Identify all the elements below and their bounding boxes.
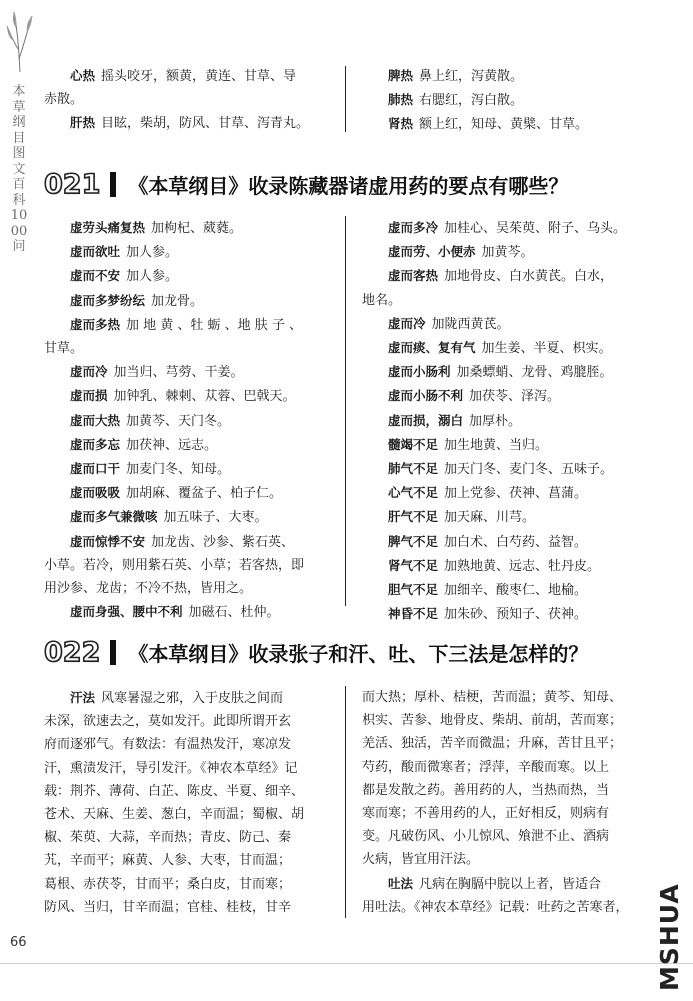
watermark <box>651 885 689 997</box>
text-line <box>44 686 326 710</box>
entry-text: 府而逐邪气。有数法：有温热发汗，寒凉发 <box>44 737 292 753</box>
entry-text: 目眩，柴胡，防风、甘草、泻青丸。 <box>101 116 310 132</box>
page-number: 66 <box>10 935 27 950</box>
entry-text: 加人参。 <box>126 245 179 261</box>
text-line <box>44 780 326 803</box>
entry-text: 加当归、芎䓖、干姜。 <box>113 365 244 381</box>
entry-text: 加生姜、半夏、枳实。 <box>481 341 612 357</box>
text-line <box>44 216 326 240</box>
book-sidebar <box>4 4 34 424</box>
text-line <box>362 802 662 825</box>
text-line <box>362 602 662 626</box>
text-line <box>44 554 326 577</box>
entry-term: 肾气不足 <box>388 557 439 573</box>
entry-text: 加茯苓、泽泻。 <box>469 389 561 405</box>
text-line <box>44 360 326 384</box>
entry-term: 心气不足 <box>388 485 439 501</box>
text-line <box>44 289 326 313</box>
entry-term: 虚而多热 <box>70 316 121 332</box>
entry-text: 加麦门冬、知母。 <box>126 462 231 478</box>
entry-term: 虚而小肠利 <box>388 364 451 380</box>
entry-text: 加 地 黄 、牡 蛎 、地 肤 子 、 <box>126 317 303 333</box>
text-line <box>362 88 662 112</box>
question-number: 021 <box>44 168 101 200</box>
entry-term: 肝气不足 <box>388 509 439 525</box>
entry-term: 肺气不足 <box>388 461 439 477</box>
text-line <box>362 756 662 779</box>
entry-text: 风寒暑湿之邪，入于皮肤之间而 <box>101 691 284 706</box>
entry-term: 虚而惊悸不安 <box>70 533 146 549</box>
entry-term: 脾气不足 <box>388 533 439 549</box>
text-line <box>44 64 326 88</box>
text-line <box>362 336 662 360</box>
text-line <box>44 313 326 337</box>
entry-text: 右腮红，泻白散。 <box>419 93 524 109</box>
entry-text: 汗，熏渍发汗，导引发汗。《神农本草经》记 <box>44 760 298 776</box>
text-line <box>44 240 326 264</box>
entry-text: 摇头咬牙，额黄，黄连、甘草、导 <box>101 69 297 84</box>
entry-text: 羌活、独活，苦辛而微温；升麻，苦甘且平； <box>362 736 623 752</box>
text-line <box>362 732 662 755</box>
entry-term: 虚而冷 <box>388 315 426 331</box>
entry-text: 赤散。 <box>44 92 84 108</box>
entry-term: 虚而欲吐 <box>70 244 121 260</box>
text-line <box>362 554 662 578</box>
entry-text: 加钟乳、棘刺、苁蓉、巴戟天。 <box>113 389 296 405</box>
text-line <box>44 826 326 849</box>
text-line <box>362 312 662 336</box>
text-line <box>362 216 662 240</box>
entry-text: 加胡麻、覆盆子、柏子仁。 <box>126 486 283 502</box>
entry-term: 虚而损，溺白 <box>388 412 464 428</box>
entry-term: 虚而口干 <box>70 461 121 477</box>
entry-term: 肺热 <box>388 92 414 108</box>
entry-term: 虚而多梦纷纭 <box>70 292 146 308</box>
text-line <box>44 384 326 408</box>
entry-term: 虚而劳、小便赤 <box>388 244 476 260</box>
text-line <box>44 600 326 624</box>
text-line <box>44 111 326 135</box>
entry-term: 髓竭不足 <box>388 436 439 452</box>
entry-term: 虚而小肠不利 <box>388 388 464 404</box>
text-line <box>362 709 662 732</box>
entry-text: 地名。 <box>362 292 402 308</box>
entry-text: 加枸杞、葳蕤。 <box>151 221 243 236</box>
question-title: 《本草纲目》收录陈藏器诸虚用药的要点有哪些？ <box>128 173 569 198</box>
entry-term: 虚而大热 <box>70 412 121 428</box>
entry-text: 而大热；厚朴、桔梗，苦而温；黄芩、知母、 <box>362 690 623 705</box>
text-line <box>44 337 326 360</box>
top-left-column <box>44 64 326 136</box>
text-line <box>362 264 662 288</box>
text-line <box>44 733 326 756</box>
entry-text: 加熟地黄、远志、牡丹皮。 <box>444 558 601 574</box>
entry-text: 椒、茱萸、大蒜，辛而热；青皮、防己、秦 <box>44 830 292 846</box>
entry-term: 吐法 <box>388 875 414 891</box>
entry-term: 神昏不足 <box>388 606 439 622</box>
entry-term: 虚而不安 <box>70 268 121 284</box>
entry-term: 心热 <box>70 68 96 83</box>
text-line <box>362 825 662 848</box>
entry-text: 加龙齿、沙参、紫石英、 <box>151 534 295 550</box>
entry-text: 加上党参、茯神、菖蒲。 <box>444 486 588 502</box>
column-divider <box>345 686 346 918</box>
text-line <box>362 289 662 312</box>
entry-text: 加磁石、杜仲。 <box>188 605 280 621</box>
entry-text: 加朱砂、预知子、茯神。 <box>444 607 588 623</box>
text-line <box>362 848 662 871</box>
column-divider <box>345 216 346 606</box>
q021-right-column <box>362 216 662 626</box>
entry-term: 虚而客热 <box>388 268 439 284</box>
entry-text: 加生地黄、当归。 <box>444 437 549 453</box>
entry-term: 虚而多气兼微咳 <box>70 509 158 525</box>
entry-text: 加厚朴。 <box>469 413 522 429</box>
footer-line <box>0 963 693 964</box>
entry-text: 加茯神、远志。 <box>126 437 218 453</box>
text-line <box>44 530 326 554</box>
entry-term: 汗法 <box>70 690 96 705</box>
entry-text: 寒而寒；不善用药的人，正好相反，则病有 <box>362 806 610 822</box>
watermark-text: MSHUA <box>655 883 684 991</box>
entry-term: 虚而多冷 <box>388 220 439 235</box>
entry-text: 火病，皆宜用汗法。 <box>362 852 480 868</box>
entry-text: 加龙骨。 <box>151 293 204 309</box>
entry-text: 加桑螵蛸、龙骨、鸡膍胵。 <box>456 365 613 381</box>
text-line <box>44 849 326 872</box>
text-line <box>362 409 662 433</box>
entry-text: 苍术、天麻、生姜、葱白，辛而温；蜀椒、胡 <box>44 807 305 823</box>
entry-term: 肝热 <box>70 115 96 131</box>
entry-term: 虚劳头痛复热 <box>70 220 146 235</box>
text-line <box>362 112 662 136</box>
text-line <box>362 779 662 802</box>
entry-term: 虚而多忘 <box>70 436 121 452</box>
text-line <box>44 433 326 457</box>
text-line <box>362 240 662 264</box>
entry-text: 枳实、苦参、地骨皮、柴胡、前胡，苦而寒； <box>362 713 623 729</box>
column-divider <box>345 66 346 132</box>
entry-term: 虚而冷 <box>70 364 108 380</box>
heading-bar <box>110 172 116 197</box>
entry-text: 用吐法。《神农本草经》记载：吐药之苦寒者， <box>362 899 629 915</box>
text-line <box>362 505 662 529</box>
entry-text: 加白术、白芍药、益智。 <box>444 534 588 550</box>
entry-text: 加黄芩、天门冬。 <box>126 413 231 429</box>
text-line <box>44 505 326 529</box>
text-line <box>44 457 326 481</box>
text-line <box>44 264 326 288</box>
book-title-vertical: 本草纲目图文百科1000问 <box>10 84 28 254</box>
entry-text: 加天麻、川芎。 <box>444 510 536 526</box>
entry-text: 加天门冬、麦门冬、五味子。 <box>444 462 614 478</box>
text-line <box>362 457 662 481</box>
entry-text: 小草。若冷，则用紫石英、小草；若客热，即 <box>44 557 305 573</box>
text-line <box>362 384 662 408</box>
entry-text: 都是发散之药。善用药的人，当热而热，当 <box>362 782 610 798</box>
entry-text: 凡病在胸膈中脘以上者，皆适合 <box>419 876 602 892</box>
entry-text: 用沙参、龙齿；不冷不热，皆用之。 <box>44 581 253 597</box>
text-line <box>362 578 662 602</box>
heading-022 <box>44 632 588 672</box>
entry-text: 艽，辛而平；麻黄、人参、大枣，甘而温； <box>44 853 292 869</box>
text-line <box>362 686 662 709</box>
entry-term: 虚而吸吸 <box>70 485 121 501</box>
text-line <box>44 757 326 780</box>
text-line <box>44 409 326 433</box>
entry-term: 胆气不足 <box>388 582 439 598</box>
heading-021 <box>44 164 568 204</box>
entry-text: 鼻上红，泻黄散。 <box>419 69 524 84</box>
text-line <box>44 803 326 826</box>
entry-text: 载：荆芥、薄荷、白芷、陈皮、半夏、细辛、 <box>44 783 305 799</box>
text-line <box>362 481 662 505</box>
text-line <box>44 88 326 111</box>
question-title: 《本草纲目》收录张子和汗、吐、下三法是怎样的？ <box>128 641 589 666</box>
entry-text: 芍药，酸而微寒者；浮萍，辛酸而寒。以上 <box>362 759 610 775</box>
entry-text: 葛根、赤茯苓，甘而平；桑白皮，甘而寒； <box>44 876 292 892</box>
entry-text: 额上红，知母、黄檗、甘草。 <box>419 117 589 133</box>
entry-term: 脾热 <box>388 68 414 83</box>
entry-text: 加黄芩。 <box>481 245 534 261</box>
entry-text: 加桂心、吴茱萸、附子、乌头。 <box>444 221 627 236</box>
heading-bar <box>110 640 116 665</box>
entry-term: 肾热 <box>388 116 414 132</box>
question-number: 022 <box>44 636 101 668</box>
plant-icon <box>6 4 34 74</box>
entry-text: 加人参。 <box>126 269 179 285</box>
text-line <box>362 360 662 384</box>
entry-text: 加五味子、大枣。 <box>163 510 268 526</box>
text-line <box>362 872 662 896</box>
text-line <box>362 530 662 554</box>
entry-text: 变。凡破伤风、小儿惊风、飧泄不止、酒病 <box>362 829 610 845</box>
entry-term: 虚而痰、复有气 <box>388 340 476 356</box>
entry-term: 虚而损 <box>70 388 108 404</box>
entry-text: 加地骨皮、白水黄芪。白水， <box>444 269 614 285</box>
entry-text: 加陇西黄芪。 <box>431 316 510 332</box>
text-line <box>362 896 662 919</box>
entry-text: 防风、当归，甘辛而温；官桂、桂枝，甘辛 <box>44 899 292 915</box>
q022-left-column <box>44 686 326 919</box>
text-line <box>362 64 662 88</box>
text-line <box>44 577 326 600</box>
entry-text: 加细辛、酸枣仁、地榆。 <box>444 583 588 599</box>
text-line <box>44 481 326 505</box>
text-line <box>362 433 662 457</box>
q022-right-column <box>362 686 662 919</box>
entry-term: 虚而身强、腰中不利 <box>70 604 183 620</box>
entry-text: 甘草。 <box>44 341 84 357</box>
entry-text: 未深，欲速去之，莫如发汗。此即所谓开玄 <box>44 714 292 730</box>
q021-left-column <box>44 216 326 624</box>
top-right-column <box>362 64 662 137</box>
text-line <box>44 710 326 733</box>
text-line <box>44 896 326 919</box>
text-line <box>44 873 326 896</box>
